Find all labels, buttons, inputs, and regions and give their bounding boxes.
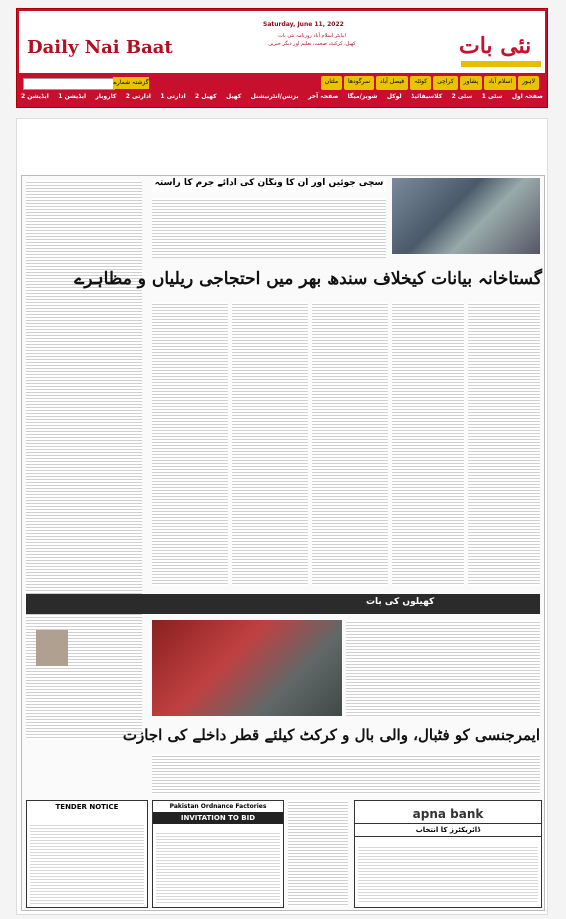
edition-link[interactable]: ایڈیشن 2 [21, 93, 49, 100]
edition-link[interactable]: کھیل 2 [195, 93, 217, 100]
ordnance-factories-name: Pakistan Ordnance Factories [169, 803, 267, 810]
masthead-banner [19, 11, 545, 73]
top-headline[interactable]: سچی جوئیں اور ان کا ونگان کی آدائے جرم کا راستہ [152, 178, 386, 192]
edition-link[interactable]: ایڈیشن 1 [58, 93, 87, 100]
bank-logo: apna bank [412, 807, 484, 821]
city-tab[interactable]: پشاور [460, 76, 483, 90]
tagline-line-2: کھیل، کرکٹ، صحت، تعلیم اور دیگر خبریں [268, 41, 356, 47]
edition-link[interactable]: ادارتی 2 [125, 93, 151, 100]
city-tab[interactable]: سرگودھا [344, 76, 374, 90]
issue-date: Saturday, June 11, 2022 [263, 21, 344, 28]
columnist-photo[interactable] [36, 630, 68, 666]
main-headline[interactable]: گستاخانہ بیانات کیخلاف سندھ بھر میں احتجاجی ریلیاں و مظاہرے [74, 269, 542, 289]
cricket-team-photo[interactable] [152, 620, 342, 716]
epaper-viewer [16, 118, 548, 915]
logo-underline [461, 61, 541, 67]
sports-section-bar [26, 594, 540, 614]
small-news-column [288, 800, 348, 906]
news-column-1 [152, 302, 228, 586]
news-column-5 [468, 302, 540, 586]
city-tab[interactable]: ملتان [321, 76, 342, 90]
archive-button[interactable]: گزشتہ شمارے [113, 77, 149, 89]
sports-text-column [346, 620, 540, 716]
edition-link[interactable]: صفحہ آخر [308, 93, 339, 100]
apna-bank-ad[interactable] [354, 800, 542, 908]
protest-photo[interactable] [392, 178, 540, 254]
top-story-text [152, 198, 386, 258]
edition-link[interactable]: سٹی 2 [451, 93, 473, 100]
tagline-line-1: ایڈیٹر اسلام آباد روزنامہ نئی بات [278, 33, 346, 39]
edition-links [21, 93, 543, 105]
news-column-2 [232, 302, 308, 586]
sports-headline[interactable]: ایمرجنسی کو فٹبال، والی بال و کرکٹ کیلئے قطر داخلے کی اجازت [122, 726, 540, 744]
edition-link[interactable]: بزنس/انٹرنیشنل [250, 93, 299, 100]
edition-link[interactable]: صفحہ اول [511, 93, 543, 100]
edition-link[interactable]: شوبز/میگا [347, 93, 378, 100]
city-tab[interactable]: اسلام آباد [484, 76, 516, 90]
city-tab[interactable]: لاہور [518, 76, 539, 90]
edition-link[interactable]: کلاسیفائیڈ [411, 93, 443, 100]
news-column-3 [312, 302, 388, 586]
city-tab[interactable]: کراچی [433, 76, 458, 90]
tender-notice-ad[interactable] [26, 800, 148, 908]
archive-date-input[interactable] [23, 78, 115, 90]
newspaper-page[interactable] [21, 175, 545, 911]
edition-link[interactable]: کھیل [225, 93, 242, 100]
bank-notice-title: ڈائریکٹرز کا انتخاب [355, 823, 541, 837]
site-logo-urdu[interactable]: نئی بات [459, 33, 532, 59]
invitation-to-bid-ad[interactable] [152, 800, 284, 908]
city-tabs [117, 76, 539, 90]
city-tab[interactable]: فیصل آباد [376, 76, 408, 90]
edition-link[interactable]: سٹی 1 [481, 93, 503, 100]
news-column-4 [392, 302, 464, 586]
tender-notice-title: TENDER NOTICE [55, 803, 119, 811]
edition-link[interactable]: ادارتی 1 [160, 93, 186, 100]
masthead [16, 8, 548, 108]
edition-link[interactable]: کاروبار [95, 93, 117, 100]
sports-story-text [152, 754, 540, 794]
city-tab[interactable]: کوئٹہ [410, 76, 431, 90]
site-logo-english[interactable]: Daily Nai Baat [27, 37, 173, 58]
edition-link[interactable]: لوکل [386, 93, 402, 100]
sports-section-title: کھیلوں کی بات [366, 597, 435, 607]
invitation-to-bid-title: INVITATION TO BID [153, 812, 283, 824]
